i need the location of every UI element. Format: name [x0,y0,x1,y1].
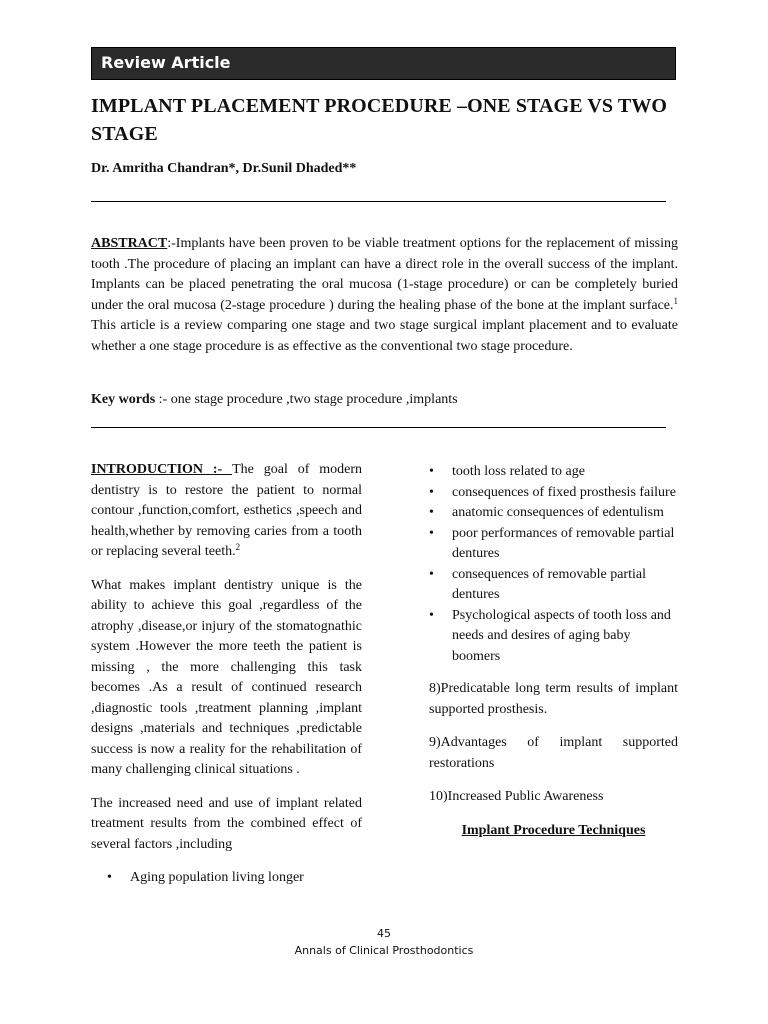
article-title: IMPLANT PLACEMENT PROCEDURE –ONE STAGE VS TWO STAGE [91,95,668,145]
left-bullet-list [107,868,362,889]
list-item: • anatomic consequences of edentulism [429,503,678,524]
right-column [429,462,678,841]
section-heading [429,821,678,842]
item-8: 8)Predicatable long term results of implant supported prosthesis. [429,681,678,717]
author-list: Dr. Amritha Chandran*, Dr.Sunil Dhaded** [91,161,357,176]
keywords [91,392,458,408]
divider-keywords [91,427,666,428]
intro-text: The goal of modern dentistry is to restore the patient to normal contour ,function,comfort, esthetics ,speech and health,whether by removing caries from a tooth or replacing several teeth. [91,462,363,559]
journal-name: Annals of Clinical Prosthodontics [294,944,474,957]
abstract-label: ABSTRACT [91,236,168,251]
intro-paragraph [91,460,362,563]
list-item: • tooth loss related to age [429,462,678,483]
list-item: • poor performances of removable partial dentures [429,524,678,565]
abstract [91,234,678,357]
keywords-text: :- one stage procedure ,two stage procedure ,implants [155,392,458,407]
abstract-text-1: :-Implants have been proven to be viable treatment options for the replacement of missing tooth .The procedure of placing an implant can have a direct role in the overall success of the implant. Implants can be placed penetrating the oral mucosa (1-stage procedure) or can be completely buried under the oral mucosa (2-stage procedure ) during the healing phase of the bone at the implant surface. [91,236,678,313]
list-item: • Aging population living longer [107,868,362,889]
article-type-label: Review Article [101,53,231,72]
section-heading-text: Implant Procedure Techniques [461,822,646,838]
left-column [91,460,362,889]
paragraph-3: The increased need and use of implant related treatment results from the combined effect of several factors ,including [91,795,362,852]
item-10: 10)Increased Public Awareness [429,789,604,804]
item-9: 9)Advantages of implant supported restorations [429,735,678,771]
list-item: • consequences of removable partial dentures [429,565,678,606]
keywords-label: Key words [91,392,156,407]
list-item: • Psychological aspects of tooth loss and needs and desires of aging baby boomers [429,606,678,668]
page-number: 45 [377,927,391,940]
abstract-ref: 1 [673,295,678,306]
paragraph-2: What makes implant dentistry unique is the ability to achieve this goal ,regardless of the atrophy ,disease,or injury of the stomatognathic system .However the more teeth the patient is missing , the more challenging this task becomes .As a result of continued research ,diagnostic tools ,treatment planning ,implant designs ,materials and techniques ,predictable success is now a reality for the rehabilitation of many challenging clinical situations . [91,577,362,777]
intro-ref: 2 [235,542,241,552]
article-type-banner [91,47,676,80]
right-bullet-list [429,462,678,667]
list-item: • consequences of fixed prosthesis failure [429,483,678,504]
intro-heading: INTRODUCTION :- [91,462,233,477]
divider-top [91,201,666,202]
abstract-text-2: This article is a review comparing one stage and two stage surgical implant placement and to evaluate whether a one stage procedure is as effective as the conventional two stage procedure. [91,318,678,354]
